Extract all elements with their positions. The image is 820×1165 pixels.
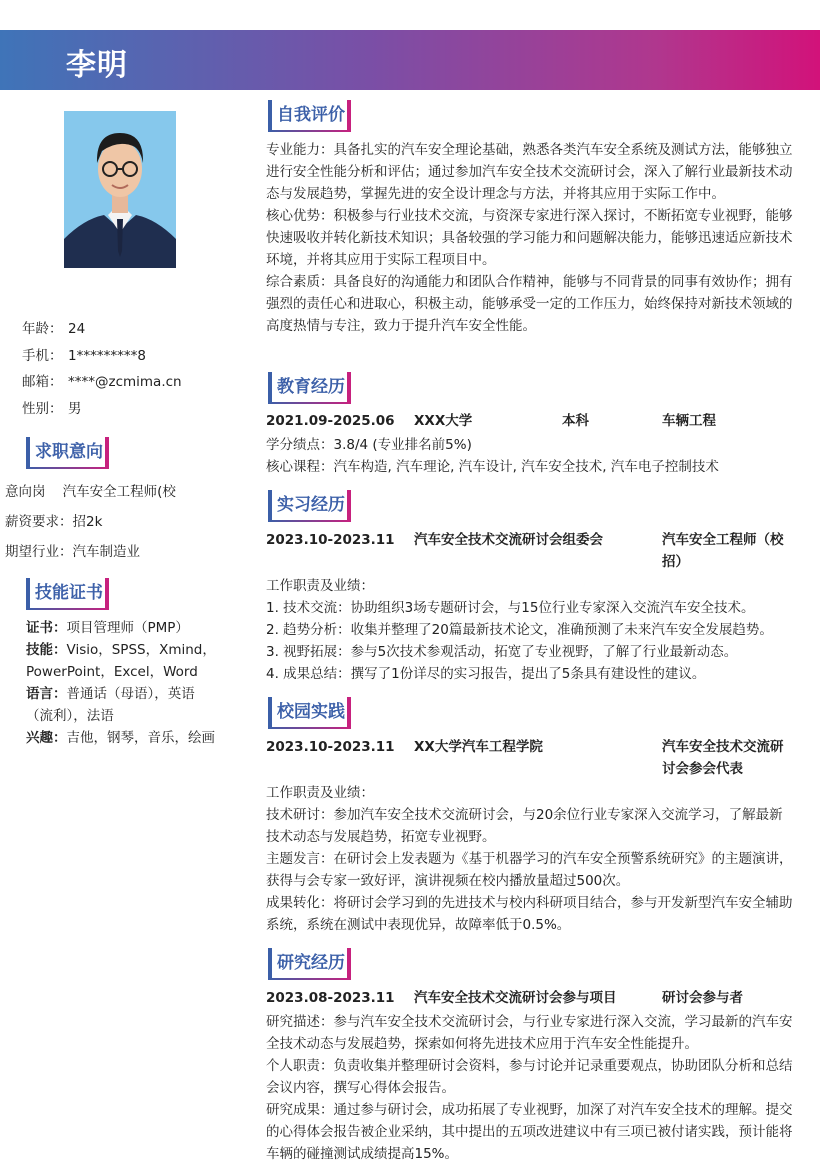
intent-industry: 期望行业：汽车制造业 bbox=[5, 544, 140, 560]
campus-date: 2023.10-2023.11 bbox=[266, 739, 395, 755]
edu-degree: 本科 bbox=[562, 413, 589, 429]
intern-item: 2. 趋势分析：收集并整理了20篇最新技术论文，准确预测了未来汽车安全发展趋势。 bbox=[266, 622, 773, 638]
section-title-research: 研究经历 bbox=[268, 948, 351, 978]
research-item: 研究描述：参与汽车安全技术交流研讨会，与行业专家进行深入交流，学习最新的汽车安全技术动态与发展趋势，探索如何将先进技术应用于汽车安全性能提升。 bbox=[266, 1014, 793, 1052]
section-title-internship: 实习经历 bbox=[268, 490, 351, 520]
research bbox=[266, 987, 796, 1165]
intern-item: 4. 成果总结：撰写了1份详尽的实习报告，提出了5条具有建设性的建议。 bbox=[266, 666, 706, 682]
intent-salary: 薪资要求：招2k bbox=[5, 514, 103, 530]
research-role: 研讨会参与者 bbox=[662, 990, 743, 1006]
header-banner bbox=[0, 30, 820, 90]
skill-language: 语言：普通话（母语），英语（流利），法语 bbox=[26, 686, 195, 724]
section-title-skills: 技能证书 bbox=[26, 578, 109, 608]
intern-item: 3. 视野拓展：参与5次技术参观活动，拓宽了专业视野，了解了行业最新动态。 bbox=[266, 644, 738, 660]
skill-hobby: 兴趣：吉他，钢琴，音乐，绘画 bbox=[26, 730, 215, 746]
education bbox=[266, 410, 796, 478]
left-column bbox=[22, 316, 222, 422]
research-item: 个人职责：负责收集并整理研讨会资料，参与讨论并记录重要观点，协助团队分析和总结会议内容，撰写心得体会报告。 bbox=[266, 1058, 793, 1096]
intern-item: 1. 技术交流：协助组织3场专题研讨会，与15位行业专家深入交流汽车安全技术。 bbox=[266, 600, 755, 616]
research-date: 2023.08-2023.11 bbox=[266, 990, 395, 1006]
intern-header-row bbox=[266, 529, 796, 573]
skill-tools: 技能：Visio，SPSS，Xmind，PowerPoint，Excel，Word bbox=[26, 642, 216, 680]
internship bbox=[266, 529, 796, 685]
section-title-intent: 求职意向 bbox=[26, 437, 109, 467]
intern-org: 汽车安全技术交流研讨会组委会 bbox=[414, 532, 603, 548]
info-row-age: 年龄： 24 bbox=[22, 321, 86, 337]
edu-gpa: 学分绩点：3.8/4 (专业排名前5%) bbox=[266, 437, 472, 453]
intern-role: 汽车安全工程师（校招） bbox=[662, 532, 784, 570]
candidate-name: 李明 bbox=[66, 48, 128, 83]
research-item: 研究成果：通过参与研讨会，成功拓展了专业视野，加深了对汽车安全技术的理解。提交的心得体会报告被企业采纳，其中提出的五项改进建议中有三项已被付诸实践，预计能将车辆的碰撞测试成绩提高15%。 bbox=[266, 1102, 793, 1162]
edu-date: 2021.09-2025.06 bbox=[266, 413, 395, 429]
intern-date: 2023.10-2023.11 bbox=[266, 532, 395, 548]
section-title-education: 教育经历 bbox=[268, 372, 351, 402]
campus-item: 成果转化：将研讨会学习到的先进技术与校内科研项目结合，参与开发新型汽车安全辅助系统，系统在测试中表现优异，故障率低于0.5%。 bbox=[266, 895, 793, 933]
edu-courses: 核心课程：汽车构造, 汽车理论, 汽车设计, 汽车安全技术, 汽车电子控制技术 bbox=[266, 459, 719, 475]
skill-cert: 证书：项目管理师（PMP） bbox=[26, 620, 189, 636]
self-paragraph: 专业能力：具备扎实的汽车安全理论基础，熟悉各类汽车安全系统及测试方法，能够独立进行安全性能分析和评估；通过参加汽车安全技术交流研讨会，深入了解行业最新技术动态与发展趋势，掌握先进的安全设计理念与方法，并将其应用于实际工作中。 bbox=[266, 142, 793, 202]
intent-details bbox=[5, 477, 176, 567]
info-row-phone: 手机： 1*********8 bbox=[22, 347, 146, 364]
research-org: 汽车安全技术交流研讨会参与项目 bbox=[414, 990, 617, 1006]
section-title-self: 自我评价 bbox=[268, 100, 351, 130]
campus-header-row bbox=[266, 736, 796, 780]
research-header-row bbox=[266, 987, 796, 1009]
edu-header-row bbox=[266, 410, 796, 432]
info-row-email: 邮箱： ****@zcmima.cn bbox=[22, 374, 182, 390]
campus-item: 技术研讨：参加汽车安全技术交流研讨会，与20余位行业专家深入交流学习，了解最新技术动态与发展趋势，拓宽专业视野。 bbox=[266, 807, 783, 845]
skills-details bbox=[26, 617, 216, 749]
self-paragraph: 综合素质：具备良好的沟通能力和团队合作精神，能够与不同背景的同事有效协作；拥有强烈的责任心和进取心，积极主动，能够承受一定的工作压力，始终保持对新技术领域的高度热情与专注，致力于提升汽车安全性能。 bbox=[266, 274, 793, 334]
self-paragraph: 核心优势：积极参与行业技术交流，与资深专家进行深入探讨，不断拓宽专业视野，能够快速吸收并转化新技术知识；具备较强的学习能力和问题解决能力，能够迅速适应新技术环境，并将其应用于实际工程项目中。 bbox=[266, 208, 793, 268]
intent-position: 意向岗 汽车安全工程师(校 bbox=[5, 484, 176, 500]
self-evaluation bbox=[266, 139, 796, 337]
intern-head: 工作职责及业绩： bbox=[266, 578, 374, 594]
section-title-campus: 校园实践 bbox=[268, 697, 351, 727]
campus-practice bbox=[266, 736, 796, 936]
edu-major: 车辆工程 bbox=[662, 413, 716, 429]
campus-item: 主题发言：在研讨会上发表题为《基于机器学习的汽车安全预警系统研究》的主题演讲，获得与会专家一致好评，演讲视频在校内播放量超过500次。 bbox=[266, 851, 793, 889]
info-row-gender: 性别： 男 bbox=[22, 400, 82, 417]
basic-info bbox=[22, 316, 222, 422]
campus-org: XX大学汽车工程学院 bbox=[414, 739, 543, 755]
campus-role: 汽车安全技术交流研讨会参会代表 bbox=[662, 739, 784, 777]
profile-photo bbox=[64, 111, 176, 268]
campus-head: 工作职责及业绩： bbox=[266, 785, 374, 801]
edu-school: XXX大学 bbox=[414, 413, 473, 429]
